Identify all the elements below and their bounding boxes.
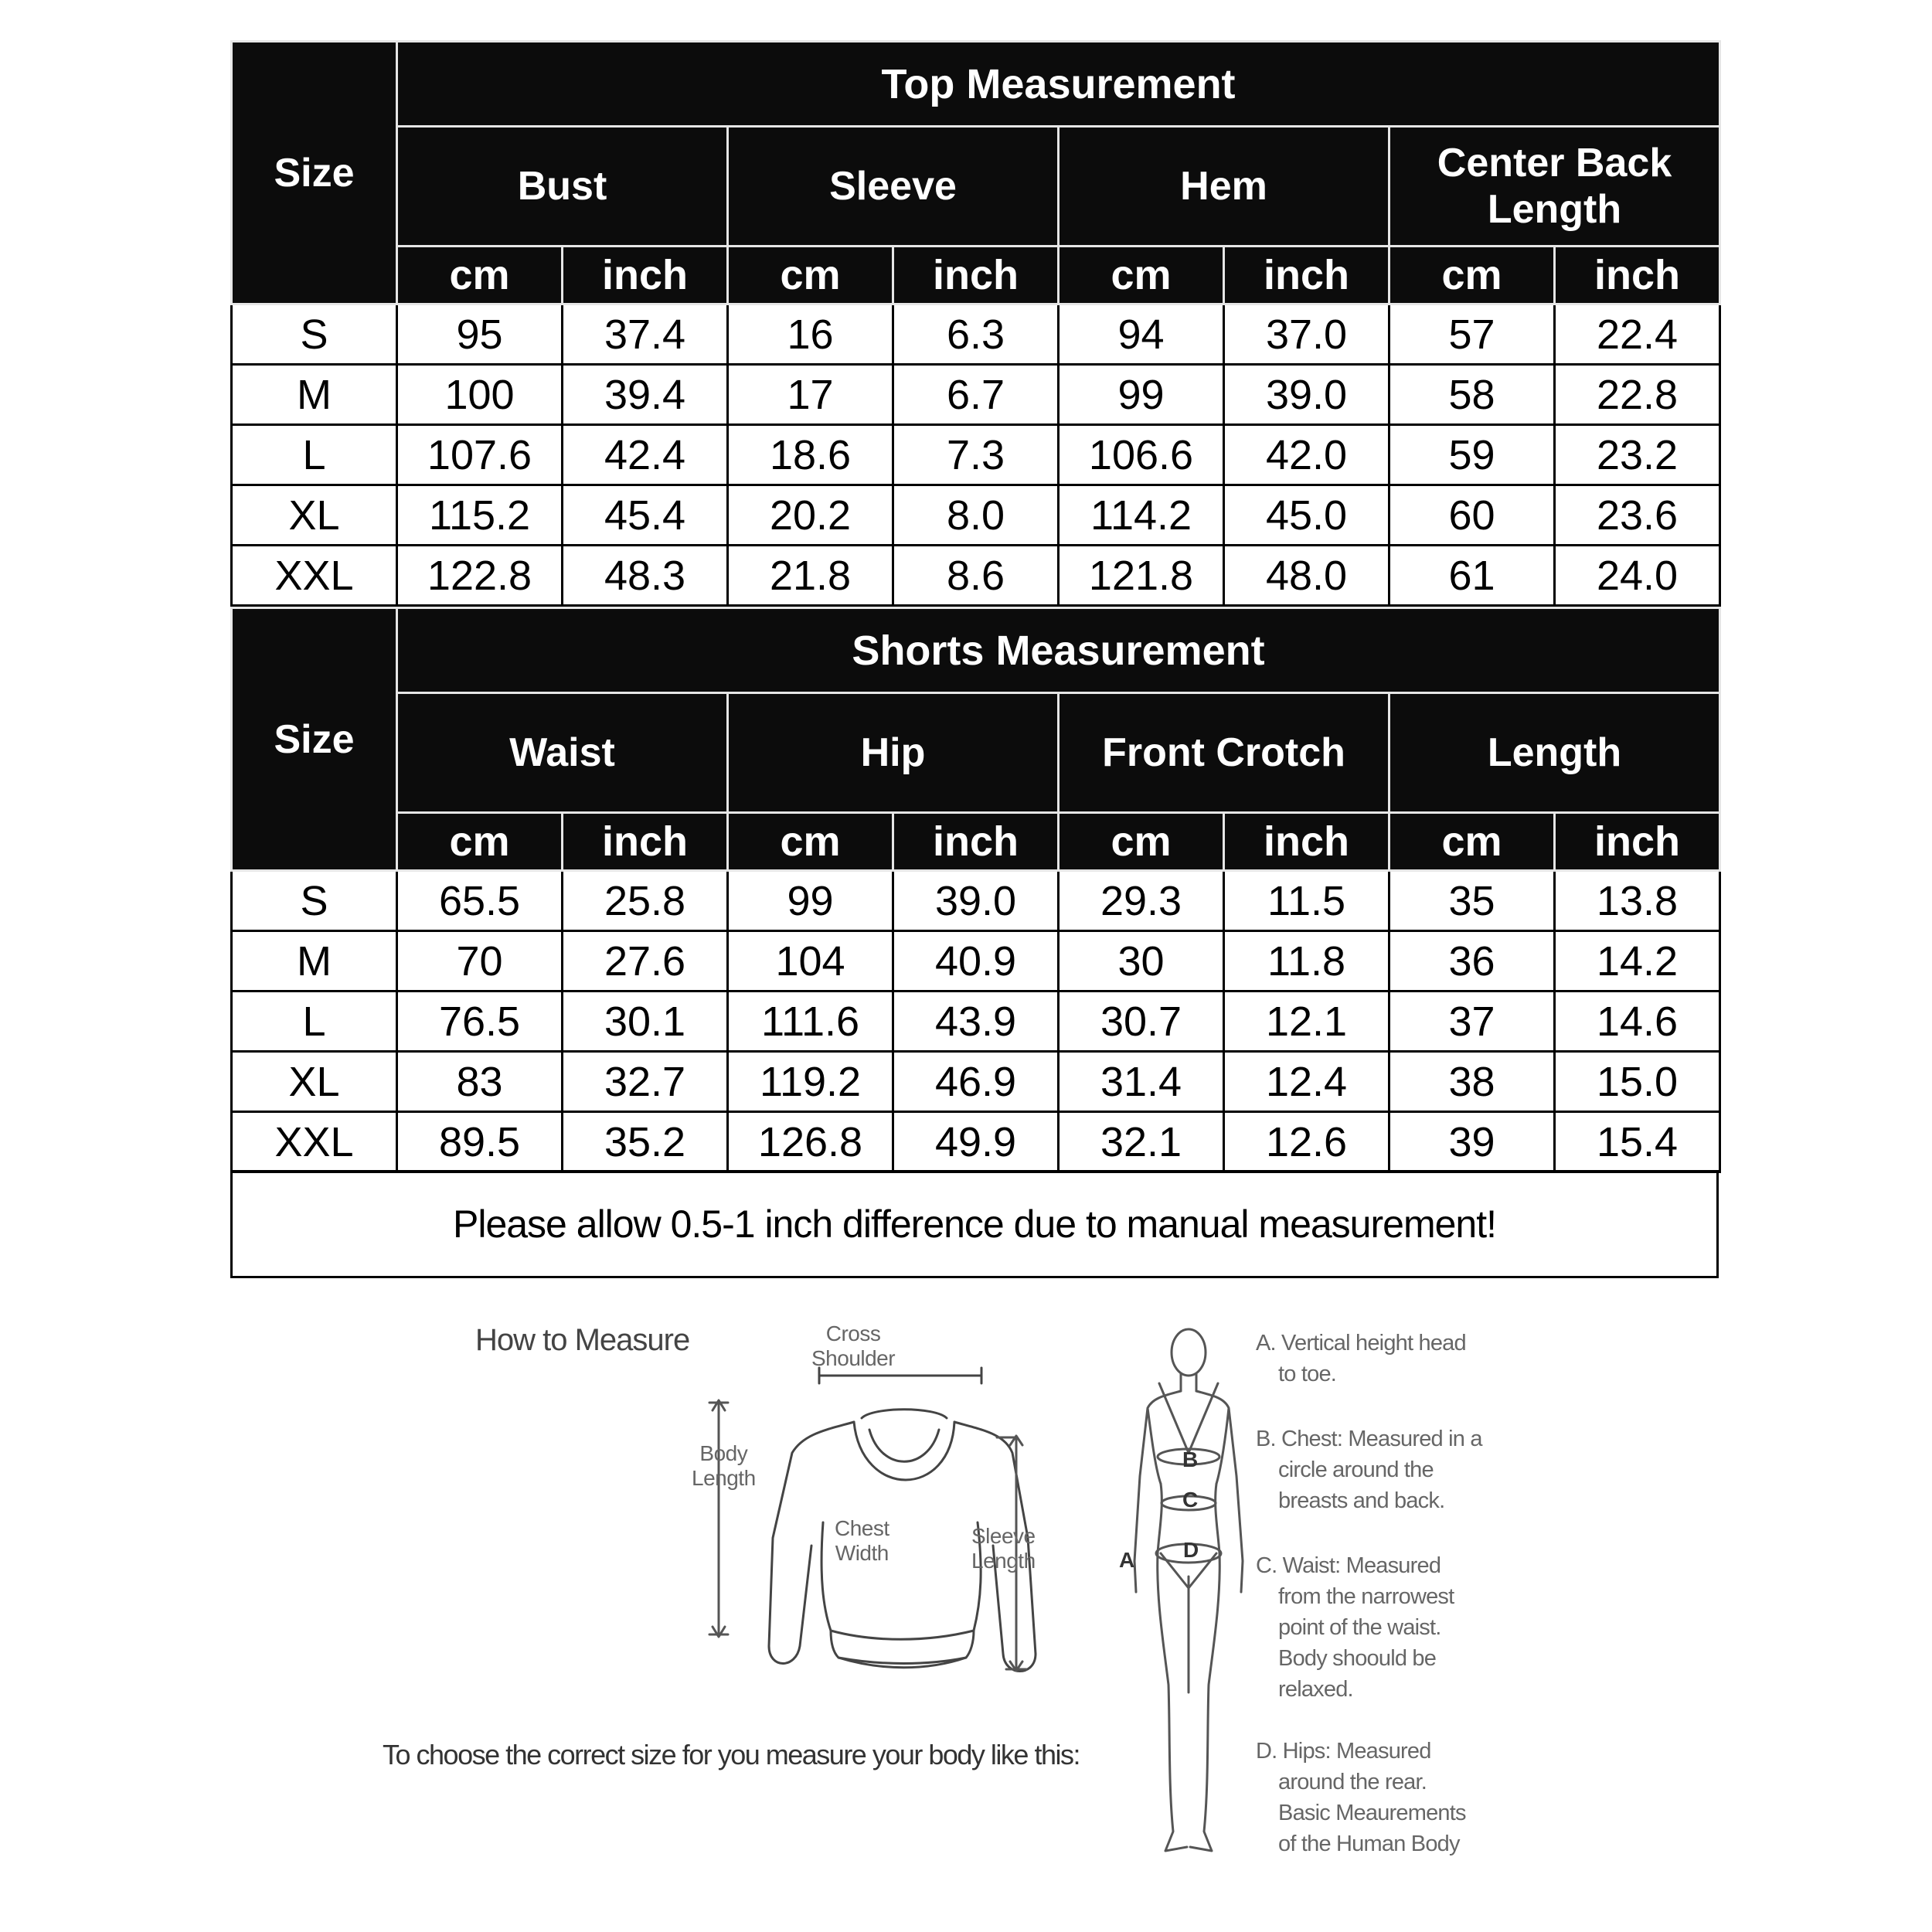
measurement-note: Please allow 0.5-1 inch difference due to manual measurement! [230,1170,1719,1278]
measurement-value: 31.4 [1059,1052,1224,1112]
measurement-value: 37.4 [563,304,728,365]
measurement-value: 83 [397,1052,563,1112]
unit-header-cm: cm [728,813,893,871]
measurement-value: 32.7 [563,1052,728,1112]
measurement-value: 95 [397,304,563,365]
measurement-value: 39 [1389,1112,1555,1172]
measurement-value: 30.7 [1059,992,1224,1052]
unit-header-cm: cm [1059,247,1224,304]
unit-header-cm: cm [1059,813,1224,871]
column-group-header: Front Crotch [1059,693,1389,813]
measurement-value: 11.8 [1224,931,1389,992]
measurement-value: 60 [1389,485,1555,546]
size-label: M [232,365,397,425]
column-group-header: Length [1389,693,1720,813]
measurement-value: 59 [1389,425,1555,485]
measurement-value: 35.2 [563,1112,728,1172]
measurement-value: 7.3 [893,425,1059,485]
measurement-value: 8.6 [893,546,1059,606]
table-row [232,1052,1720,1112]
table-row [232,365,1720,425]
measurement-value: 14.6 [1555,992,1720,1052]
measurement-value: 70 [397,931,563,992]
measurement-value: 27.6 [563,931,728,992]
unit-header-inch: inch [563,813,728,871]
measurement-value: 32.1 [1059,1112,1224,1172]
shorts-measurement-table [230,607,1721,1173]
measurement-value: 89.5 [397,1112,563,1172]
human-body-figure [1113,1321,1260,1862]
measurement-value: 8.0 [893,485,1059,546]
column-group-header: Hem [1059,127,1389,247]
measurement-value: 48.3 [563,546,728,606]
unit-header-inch: inch [1224,247,1389,304]
chest-width-label: Chest Width [835,1516,889,1565]
measurement-value: 36 [1389,931,1555,992]
body-letter-d: D [1183,1538,1199,1562]
table-title: Top Measurement [397,42,1720,127]
table-row [232,425,1720,485]
measurement-value: 104 [728,931,893,992]
measurement-value: 106.6 [1059,425,1224,485]
unit-header-cm: cm [1389,247,1555,304]
measurement-value: 126.8 [728,1112,893,1172]
measurement-value: 39.0 [893,871,1059,931]
measurement-value: 12.1 [1224,992,1389,1052]
measurement-value: 111.6 [728,992,893,1052]
measurement-value: 20.2 [728,485,893,546]
measurement-value: 23.2 [1555,425,1720,485]
measurement-value: 18.6 [728,425,893,485]
measurement-value: 99 [1059,365,1224,425]
measurement-value: 100 [397,365,563,425]
size-header: Size [232,608,397,871]
measurement-value: 39.0 [1224,365,1389,425]
measurement-value: 43.9 [893,992,1059,1052]
measurement-value: 23.6 [1555,485,1720,546]
measurement-value: 22.8 [1555,365,1720,425]
measurement-value: 13.8 [1555,871,1720,931]
measurement-value: 42.0 [1224,425,1389,485]
cross-shoulder-label: Cross Shoulder [811,1321,896,1370]
top-measurement-table [230,40,1721,607]
size-label: XL [232,485,397,546]
measurement-value: 107.6 [397,425,563,485]
size-label: L [232,992,397,1052]
unit-header-inch: inch [893,813,1059,871]
measurement-value: 30 [1059,931,1224,992]
size-label: XXL [232,546,397,606]
unit-header-cm: cm [1389,813,1555,871]
size-label: M [232,931,397,992]
measurement-value: 46.9 [893,1052,1059,1112]
measurement-value: 122.8 [397,546,563,606]
measurement-value: 49.9 [893,1112,1059,1172]
column-group-header: Hip [728,693,1059,813]
measurement-value: 35 [1389,871,1555,931]
table-row [232,546,1720,606]
measurement-value: 29.3 [1059,871,1224,931]
measurement-value: 58 [1389,365,1555,425]
measurement-value: 76.5 [397,992,563,1052]
table-row [232,304,1720,365]
unit-header-inch: inch [1224,813,1389,871]
column-group-header: Sleeve [728,127,1059,247]
measurement-value: 12.6 [1224,1112,1389,1172]
measurement-value: 17 [728,365,893,425]
measurement-value: 16 [728,304,893,365]
size-label: S [232,871,397,931]
measure-note-d: D. Hips: Measured around the rear. Basic Meaurements of the Human Body [1256,1739,1466,1856]
unit-header-inch: inch [563,247,728,304]
measurement-value: 15.0 [1555,1052,1720,1112]
measure-note-c: C. Waist: Measured from the narrowest point of the waist. Body shoould be relaxed. [1256,1553,1454,1702]
measurement-value: 38 [1389,1052,1555,1112]
measurement-value: 21.8 [728,546,893,606]
body-letter-c: C [1182,1488,1198,1512]
measurement-value: 37 [1389,992,1555,1052]
measurement-value: 45.4 [563,485,728,546]
measurement-value: 48.0 [1224,546,1389,606]
body-letter-b: B [1182,1447,1198,1471]
table-row [232,931,1720,992]
column-group-header: Center Back Length [1389,127,1720,247]
measurement-value: 6.7 [893,365,1059,425]
body-letter-a: A [1119,1548,1134,1572]
unit-header-cm: cm [397,247,563,304]
measurement-value: 61 [1389,546,1555,606]
size-label: L [232,425,397,485]
size-header: Size [232,42,397,304]
measurement-value: 45.0 [1224,485,1389,546]
measurement-value: 57 [1389,304,1555,365]
choose-size-instruction: To choose the correct size for you measure your body like this: [383,1739,1080,1770]
measurement-value: 39.4 [563,365,728,425]
column-group-header: Bust [397,127,728,247]
measurement-value: 40.9 [893,931,1059,992]
measurement-value: 6.3 [893,304,1059,365]
body-length-label: Body Length [692,1441,756,1490]
table-row [232,1112,1720,1172]
measurement-value: 94 [1059,304,1224,365]
unit-header-inch: inch [1555,247,1720,304]
measurement-value: 37.0 [1224,304,1389,365]
measurement-value: 119.2 [728,1052,893,1112]
unit-header-inch: inch [1555,813,1720,871]
measurement-value: 65.5 [397,871,563,931]
size-label: XL [232,1052,397,1112]
how-to-measure-title: How to Measure [475,1323,690,1357]
measurement-value: 114.2 [1059,485,1224,546]
unit-header-cm: cm [397,813,563,871]
sleeve-length-label: Sleeve Length [971,1524,1036,1573]
measurement-value: 11.5 [1224,871,1389,931]
unit-header-cm: cm [728,247,893,304]
measurement-value: 25.8 [563,871,728,931]
measurement-value: 121.8 [1059,546,1224,606]
measurement-value: 24.0 [1555,546,1720,606]
measure-note-b: B. Chest: Measured in a circle around the breasts and back. [1256,1427,1482,1513]
size-label: XXL [232,1112,397,1172]
measurement-value: 115.2 [397,485,563,546]
size-label: S [232,304,397,365]
measure-note-a: A. Vertical height head to toe. [1256,1331,1466,1386]
table-row [232,485,1720,546]
measurement-value: 15.4 [1555,1112,1720,1172]
measurement-value: 14.2 [1555,931,1720,992]
measurement-value: 12.4 [1224,1052,1389,1112]
measurement-value: 30.1 [563,992,728,1052]
top-table-body [232,304,1720,606]
unit-header-inch: inch [893,247,1059,304]
measurement-value: 99 [728,871,893,931]
column-group-header: Waist [397,693,728,813]
shorts-table-body [232,871,1720,1172]
table-row [232,992,1720,1052]
table-title: Shorts Measurement [397,608,1720,693]
garment-measure-diagram [696,1329,1128,1692]
measurement-value: 22.4 [1555,304,1720,365]
table-row [232,871,1720,931]
measurement-value: 42.4 [563,425,728,485]
